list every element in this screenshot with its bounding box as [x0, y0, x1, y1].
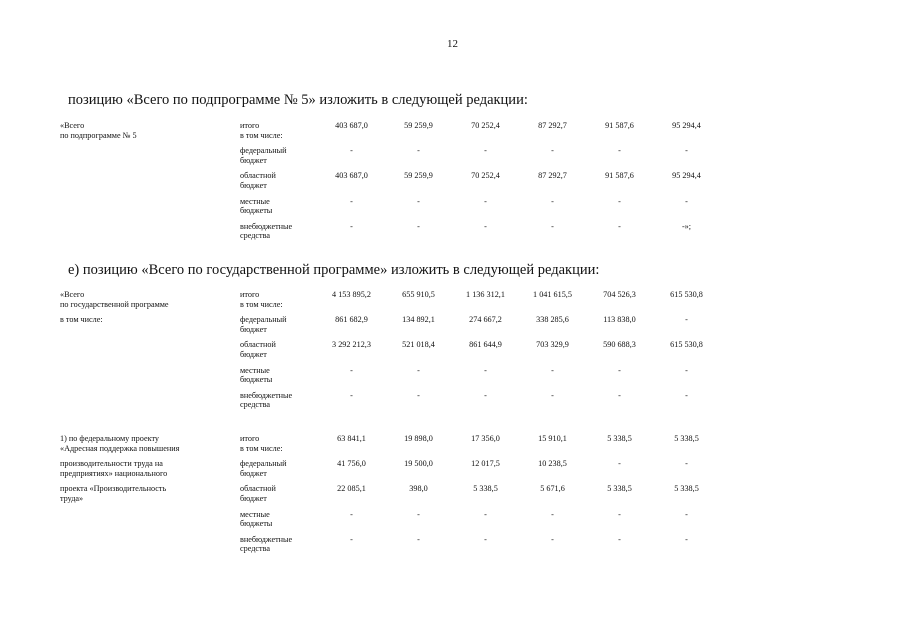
value-cell: - — [350, 390, 353, 400]
value-cell: - — [350, 365, 353, 375]
funding-category: итого в том числе: — [240, 290, 283, 309]
table-row — [60, 171, 840, 190]
value-cell: 10 238,5 — [538, 459, 567, 469]
table-row — [60, 535, 840, 554]
value-cell: 521 018,4 — [402, 340, 435, 350]
table-row — [60, 391, 840, 410]
row-label — [60, 222, 240, 241]
value-cell: - — [551, 146, 554, 156]
value-cell: 95 294,4 — [672, 121, 701, 130]
value-cell: 3 292 212,3 — [332, 340, 371, 350]
value-cell: 12 017,5 — [471, 459, 500, 469]
value-cell: - — [417, 365, 420, 375]
table-row — [60, 315, 840, 334]
value-cell: 1 041 615,5 — [533, 290, 572, 299]
value-cell: - — [417, 390, 420, 400]
table-row — [60, 484, 840, 503]
value-cell: 403 687,0 — [335, 121, 368, 130]
value-cell: - — [484, 390, 487, 400]
funding-category: внебюджетные средства — [240, 221, 293, 241]
value-cell: 113 838,0 — [603, 315, 636, 325]
row-label: 1) по федеральному проекту «Адресная поддержка повышения — [60, 434, 180, 453]
row-label: производительности труда на предприятиях» национального — [60, 459, 168, 478]
funding-category: федеральный бюджет — [240, 315, 287, 334]
value-cell: 5 338,5 — [607, 434, 632, 443]
table-row — [60, 290, 840, 309]
value-cell: - — [350, 196, 353, 206]
value-cell: - — [551, 221, 554, 231]
row-label — [60, 366, 240, 385]
value-cell: 15 910,1 — [538, 434, 567, 443]
value-cell: 59 259,9 — [404, 171, 433, 181]
funding-category: областной бюджет — [240, 171, 276, 190]
value-cell: 41 756,0 — [337, 459, 366, 469]
table-row — [60, 222, 840, 241]
value-cell: - — [685, 365, 688, 375]
funding-category: итого в том числе: — [240, 434, 283, 453]
value-cell: - — [484, 365, 487, 375]
value-cell: - — [417, 221, 420, 231]
funding-category: областной бюджет — [240, 340, 276, 359]
value-cell: - — [350, 221, 353, 231]
value-cell: 91 587,6 — [605, 171, 634, 181]
funding-category: областной бюджет — [240, 484, 276, 503]
value-cell: - — [685, 509, 688, 519]
funding-category: федеральный бюджет — [240, 146, 287, 165]
value-cell: 615 530,8 — [670, 340, 703, 350]
row-label: проекта «Производительность труда» — [60, 484, 167, 503]
row-label — [60, 171, 240, 190]
value-cell: 5 338,5 — [607, 484, 632, 494]
value-cell: 91 587,6 — [605, 121, 634, 130]
value-cell: 5 671,6 — [540, 484, 565, 494]
value-cell: 17 356,0 — [471, 434, 500, 443]
value-cell: - — [484, 196, 487, 206]
value-cell: - — [417, 509, 420, 519]
table-row — [60, 340, 840, 359]
heading-state-program: е) позицию «Всего по государственной программе» изложить в следующей редакции: — [68, 262, 600, 278]
value-cell: 403 687,0 — [335, 171, 368, 181]
table-row — [60, 459, 840, 478]
row-label: «Всего по государственной программе — [60, 290, 169, 309]
row-label: в том числе: — [60, 315, 103, 325]
funding-category: местные бюджеты — [240, 509, 273, 529]
table-row — [60, 121, 840, 140]
value-cell: 70 252,4 — [471, 121, 500, 130]
value-cell: - — [685, 459, 688, 469]
value-cell: 703 329,9 — [536, 340, 569, 350]
row-label — [60, 391, 240, 410]
value-cell: - — [618, 365, 621, 375]
value-cell: - — [350, 146, 353, 156]
table-state-program — [60, 290, 840, 410]
page-number: 12 — [447, 38, 458, 50]
value-cell: - — [618, 221, 621, 231]
table-row — [60, 197, 840, 216]
table-row — [60, 146, 840, 165]
table-row — [60, 434, 840, 453]
value-cell: 19 500,0 — [404, 459, 433, 469]
value-cell: - — [685, 196, 688, 206]
value-cell: 70 252,4 — [471, 171, 500, 181]
value-cell: - — [551, 365, 554, 375]
value-cell: 5 338,5 — [674, 484, 699, 494]
value-cell: 134 892,1 — [402, 315, 435, 325]
value-cell: - — [350, 534, 353, 544]
value-cell: - — [685, 390, 688, 400]
funding-category: внебюджетные средства — [240, 390, 293, 410]
value-cell: 1 136 312,1 — [466, 290, 505, 299]
value-cell: 590 688,3 — [603, 340, 636, 350]
value-cell: 398,0 — [409, 484, 428, 494]
value-cell: 22 085,1 — [337, 484, 366, 494]
heading-subprogram-5: позицию «Всего по подпрограмме № 5» изложить в следующей редакции: — [68, 92, 528, 108]
value-cell: - — [551, 534, 554, 544]
value-cell: 615 530,8 — [670, 290, 703, 299]
value-cell: - — [417, 534, 420, 544]
value-cell: 704 526,3 — [603, 290, 636, 299]
value-cell: - — [551, 196, 554, 206]
value-cell: 19 898,0 — [404, 434, 433, 443]
row-label — [60, 340, 240, 359]
value-cell: - — [618, 509, 621, 519]
value-cell: - — [551, 509, 554, 519]
value-cell: 655 910,5 — [402, 290, 435, 299]
row-label: «Всего по подпрограмме № 5 — [60, 121, 137, 140]
table-row — [60, 366, 840, 385]
value-cell: - — [484, 534, 487, 544]
value-cell: -»; — [681, 221, 692, 231]
funding-category: федеральный бюджет — [240, 459, 287, 478]
value-cell: 87 292,7 — [538, 171, 567, 181]
value-cell: - — [685, 146, 688, 156]
value-cell: - — [417, 196, 420, 206]
value-cell: - — [618, 390, 621, 400]
value-cell: - — [685, 315, 688, 325]
value-cell: 5 338,5 — [473, 484, 498, 494]
value-cell: 63 841,1 — [337, 434, 366, 443]
value-cell: - — [350, 509, 353, 519]
row-label — [60, 510, 240, 529]
value-cell: - — [618, 459, 621, 469]
value-cell: 5 338,5 — [674, 434, 699, 443]
row-label — [60, 535, 240, 554]
value-cell: - — [484, 509, 487, 519]
table-row — [60, 510, 840, 529]
value-cell: 861 644,9 — [469, 340, 502, 350]
value-cell: 59 259,9 — [404, 121, 433, 130]
funding-category: местные бюджеты — [240, 365, 273, 385]
value-cell: - — [685, 534, 688, 544]
funding-category: местные бюджеты — [240, 196, 273, 216]
value-cell: - — [618, 534, 621, 544]
row-label — [60, 197, 240, 216]
value-cell: - — [484, 146, 487, 156]
value-cell: 87 292,7 — [538, 121, 567, 130]
value-cell: - — [484, 221, 487, 231]
value-cell: - — [551, 390, 554, 400]
row-label — [60, 146, 240, 165]
value-cell: 861 682,9 — [335, 315, 368, 325]
value-cell: 274 667,2 — [469, 315, 502, 325]
value-cell: 338 285,6 — [536, 315, 569, 325]
value-cell: - — [618, 146, 621, 156]
table-federal-project — [60, 434, 840, 554]
value-cell: - — [618, 196, 621, 206]
funding-category: внебюджетные средства — [240, 534, 293, 554]
funding-category: итого в том числе: — [240, 121, 283, 140]
value-cell: - — [417, 146, 420, 156]
table-subprogram-5 — [60, 121, 840, 241]
value-cell: 4 153 895,2 — [332, 290, 371, 299]
value-cell: 95 294,4 — [672, 171, 701, 181]
